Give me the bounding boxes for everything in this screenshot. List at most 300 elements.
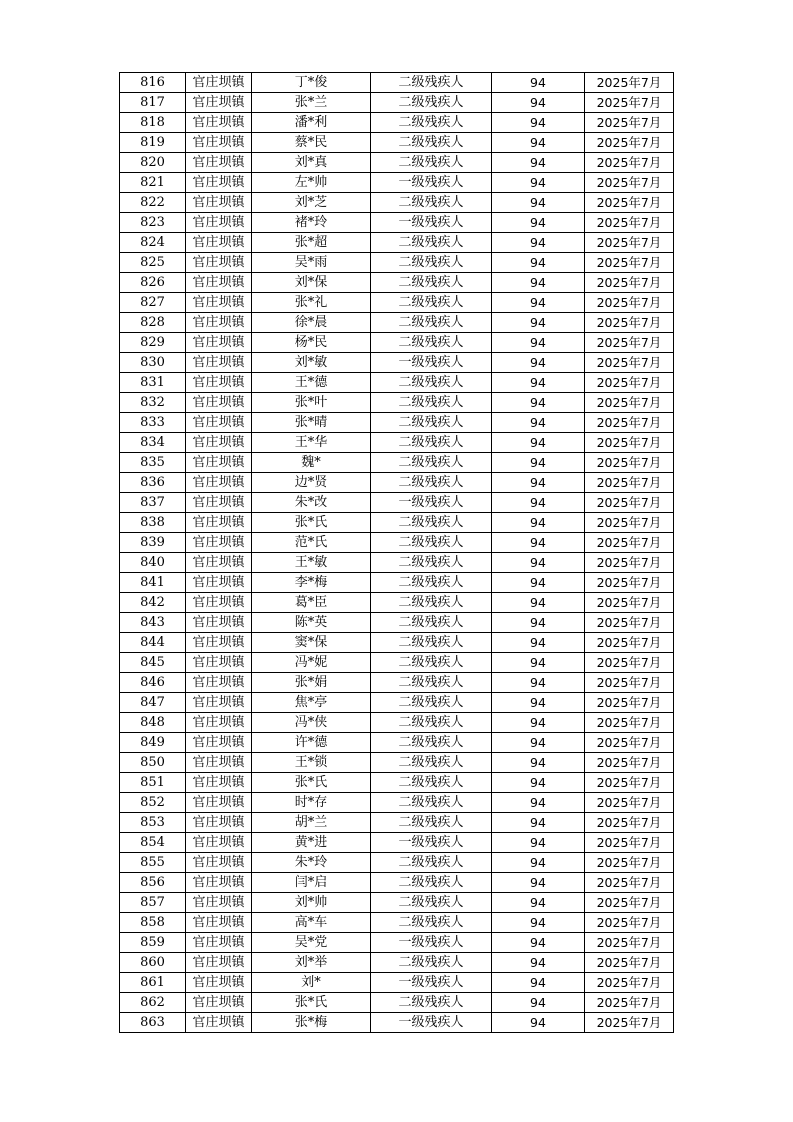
town-cell: 官庄坝镇	[186, 473, 252, 493]
month-cell: 2025年7月	[585, 893, 674, 913]
person-name-cell: 朱*改	[252, 493, 371, 513]
serial-number-cell: 847	[120, 693, 186, 713]
disability-level-cell: 二级残疾人	[371, 373, 492, 393]
town-cell: 官庄坝镇	[186, 993, 252, 1013]
amount-cell: 94	[492, 593, 585, 613]
disability-level-cell: 二级残疾人	[371, 93, 492, 113]
disability-level-cell: 一级残疾人	[371, 933, 492, 953]
table-row	[120, 413, 674, 433]
amount-cell: 94	[492, 153, 585, 173]
town-cell: 官庄坝镇	[186, 553, 252, 573]
table-row	[120, 773, 674, 793]
month-cell: 2025年7月	[585, 1013, 674, 1033]
amount-cell: 94	[492, 73, 585, 93]
serial-number-cell: 846	[120, 673, 186, 693]
amount-cell: 94	[492, 433, 585, 453]
month-cell: 2025年7月	[585, 353, 674, 373]
serial-number-cell: 832	[120, 393, 186, 413]
month-cell: 2025年7月	[585, 133, 674, 153]
serial-number-cell: 822	[120, 193, 186, 213]
amount-cell: 94	[492, 193, 585, 213]
person-name-cell: 冯*妮	[252, 653, 371, 673]
town-cell: 官庄坝镇	[186, 833, 252, 853]
disability-level-cell: 二级残疾人	[371, 433, 492, 453]
town-cell: 官庄坝镇	[186, 953, 252, 973]
table-row	[120, 953, 674, 973]
disability-level-cell: 二级残疾人	[371, 653, 492, 673]
subsidy-table	[119, 72, 674, 1033]
amount-cell: 94	[492, 93, 585, 113]
serial-number-cell: 830	[120, 353, 186, 373]
person-name-cell: 李*梅	[252, 573, 371, 593]
month-cell: 2025年7月	[585, 93, 674, 113]
town-cell: 官庄坝镇	[186, 673, 252, 693]
town-cell: 官庄坝镇	[186, 133, 252, 153]
amount-cell: 94	[492, 133, 585, 153]
month-cell: 2025年7月	[585, 613, 674, 633]
month-cell: 2025年7月	[585, 553, 674, 573]
month-cell: 2025年7月	[585, 293, 674, 313]
serial-number-cell: 852	[120, 793, 186, 813]
table-row	[120, 153, 674, 173]
disability-level-cell: 一级残疾人	[371, 213, 492, 233]
table-row	[120, 713, 674, 733]
amount-cell: 94	[492, 373, 585, 393]
amount-cell: 94	[492, 793, 585, 813]
town-cell: 官庄坝镇	[186, 613, 252, 633]
disability-level-cell: 二级残疾人	[371, 513, 492, 533]
town-cell: 官庄坝镇	[186, 793, 252, 813]
disability-level-cell: 二级残疾人	[371, 153, 492, 173]
table-row	[120, 1013, 674, 1033]
table-row	[120, 733, 674, 753]
person-name-cell: 冯*侠	[252, 713, 371, 733]
serial-number-cell: 863	[120, 1013, 186, 1033]
serial-number-cell: 854	[120, 833, 186, 853]
person-name-cell: 张*叶	[252, 393, 371, 413]
town-cell: 官庄坝镇	[186, 73, 252, 93]
disability-level-cell: 二级残疾人	[371, 253, 492, 273]
serial-number-cell: 858	[120, 913, 186, 933]
month-cell: 2025年7月	[585, 673, 674, 693]
disability-level-cell: 一级残疾人	[371, 173, 492, 193]
town-cell: 官庄坝镇	[186, 273, 252, 293]
amount-cell: 94	[492, 753, 585, 773]
table-row	[120, 913, 674, 933]
amount-cell: 94	[492, 553, 585, 573]
table-row	[120, 393, 674, 413]
serial-number-cell: 837	[120, 493, 186, 513]
month-cell: 2025年7月	[585, 373, 674, 393]
month-cell: 2025年7月	[585, 273, 674, 293]
person-name-cell: 张*娟	[252, 673, 371, 693]
person-name-cell: 潘*利	[252, 113, 371, 133]
amount-cell: 94	[492, 713, 585, 733]
amount-cell: 94	[492, 353, 585, 373]
month-cell: 2025年7月	[585, 953, 674, 973]
month-cell: 2025年7月	[585, 853, 674, 873]
table-row	[120, 73, 674, 93]
amount-cell: 94	[492, 493, 585, 513]
town-cell: 官庄坝镇	[186, 93, 252, 113]
person-name-cell: 闫*启	[252, 873, 371, 893]
table-row	[120, 513, 674, 533]
month-cell: 2025年7月	[585, 533, 674, 553]
person-name-cell: 褚*玲	[252, 213, 371, 233]
table-row	[120, 433, 674, 453]
month-cell: 2025年7月	[585, 413, 674, 433]
person-name-cell: 胡*兰	[252, 813, 371, 833]
disability-level-cell: 二级残疾人	[371, 473, 492, 493]
serial-number-cell: 860	[120, 953, 186, 973]
amount-cell: 94	[492, 213, 585, 233]
table-row	[120, 493, 674, 513]
table-row	[120, 593, 674, 613]
month-cell: 2025年7月	[585, 833, 674, 853]
table-row	[120, 373, 674, 393]
serial-number-cell: 823	[120, 213, 186, 233]
town-cell: 官庄坝镇	[186, 633, 252, 653]
serial-number-cell: 850	[120, 753, 186, 773]
person-name-cell: 吴*党	[252, 933, 371, 953]
amount-cell: 94	[492, 993, 585, 1013]
person-name-cell: 张*氏	[252, 513, 371, 533]
table-row	[120, 313, 674, 333]
town-cell: 官庄坝镇	[186, 213, 252, 233]
disability-level-cell: 二级残疾人	[371, 613, 492, 633]
person-name-cell: 刘*真	[252, 153, 371, 173]
amount-cell: 94	[492, 533, 585, 553]
serial-number-cell: 827	[120, 293, 186, 313]
month-cell: 2025年7月	[585, 933, 674, 953]
amount-cell: 94	[492, 813, 585, 833]
table-row	[120, 533, 674, 553]
disability-level-cell: 二级残疾人	[371, 273, 492, 293]
amount-cell: 94	[492, 573, 585, 593]
town-cell: 官庄坝镇	[186, 713, 252, 733]
disability-level-cell: 二级残疾人	[371, 733, 492, 753]
month-cell: 2025年7月	[585, 173, 674, 193]
serial-number-cell: 857	[120, 893, 186, 913]
serial-number-cell: 838	[120, 513, 186, 533]
serial-number-cell: 820	[120, 153, 186, 173]
disability-level-cell: 二级残疾人	[371, 673, 492, 693]
person-name-cell: 刘*帅	[252, 893, 371, 913]
person-name-cell: 张*氏	[252, 993, 371, 1013]
person-name-cell: 边*贤	[252, 473, 371, 493]
town-cell: 官庄坝镇	[186, 413, 252, 433]
disability-level-cell: 二级残疾人	[371, 133, 492, 153]
person-name-cell: 王*华	[252, 433, 371, 453]
person-name-cell: 刘*保	[252, 273, 371, 293]
serial-number-cell: 844	[120, 633, 186, 653]
person-name-cell: 蔡*民	[252, 133, 371, 153]
town-cell: 官庄坝镇	[186, 593, 252, 613]
amount-cell: 94	[492, 333, 585, 353]
town-cell: 官庄坝镇	[186, 233, 252, 253]
amount-cell: 94	[492, 873, 585, 893]
month-cell: 2025年7月	[585, 713, 674, 733]
serial-number-cell: 859	[120, 933, 186, 953]
town-cell: 官庄坝镇	[186, 733, 252, 753]
table-row	[120, 193, 674, 213]
disability-level-cell: 二级残疾人	[371, 873, 492, 893]
disability-level-cell: 二级残疾人	[371, 853, 492, 873]
town-cell: 官庄坝镇	[186, 753, 252, 773]
disability-level-cell: 一级残疾人	[371, 1013, 492, 1033]
disability-level-cell: 二级残疾人	[371, 593, 492, 613]
amount-cell: 94	[492, 913, 585, 933]
disability-level-cell: 二级残疾人	[371, 753, 492, 773]
amount-cell: 94	[492, 833, 585, 853]
amount-cell: 94	[492, 773, 585, 793]
disability-level-cell: 一级残疾人	[371, 973, 492, 993]
disability-level-cell: 二级残疾人	[371, 233, 492, 253]
month-cell: 2025年7月	[585, 773, 674, 793]
month-cell: 2025年7月	[585, 593, 674, 613]
town-cell: 官庄坝镇	[186, 973, 252, 993]
town-cell: 官庄坝镇	[186, 533, 252, 553]
month-cell: 2025年7月	[585, 753, 674, 773]
person-name-cell: 许*德	[252, 733, 371, 753]
person-name-cell: 刘*	[252, 973, 371, 993]
disability-level-cell: 二级残疾人	[371, 573, 492, 593]
serial-number-cell: 856	[120, 873, 186, 893]
table-row	[120, 613, 674, 633]
amount-cell: 94	[492, 253, 585, 273]
amount-cell: 94	[492, 853, 585, 873]
serial-number-cell: 824	[120, 233, 186, 253]
person-name-cell: 陈*英	[252, 613, 371, 633]
person-name-cell: 王*德	[252, 373, 371, 393]
month-cell: 2025年7月	[585, 73, 674, 93]
table-row	[120, 453, 674, 473]
town-cell: 官庄坝镇	[186, 913, 252, 933]
person-name-cell: 刘*芝	[252, 193, 371, 213]
person-name-cell: 张*礼	[252, 293, 371, 313]
amount-cell: 94	[492, 413, 585, 433]
disability-level-cell: 二级残疾人	[371, 413, 492, 433]
serial-number-cell: 862	[120, 993, 186, 1013]
month-cell: 2025年7月	[585, 113, 674, 133]
town-cell: 官庄坝镇	[186, 893, 252, 913]
amount-cell: 94	[492, 453, 585, 473]
table-row	[120, 873, 674, 893]
disability-level-cell: 二级残疾人	[371, 993, 492, 1013]
disability-level-cell: 二级残疾人	[371, 713, 492, 733]
month-cell: 2025年7月	[585, 573, 674, 593]
amount-cell: 94	[492, 933, 585, 953]
month-cell: 2025年7月	[585, 653, 674, 673]
amount-cell: 94	[492, 733, 585, 753]
disability-level-cell: 二级残疾人	[371, 913, 492, 933]
disability-level-cell: 二级残疾人	[371, 773, 492, 793]
amount-cell: 94	[492, 233, 585, 253]
table-row	[120, 693, 674, 713]
town-cell: 官庄坝镇	[186, 193, 252, 213]
month-cell: 2025年7月	[585, 633, 674, 653]
disability-level-cell: 二级残疾人	[371, 293, 492, 313]
serial-number-cell: 848	[120, 713, 186, 733]
month-cell: 2025年7月	[585, 793, 674, 813]
disability-level-cell: 一级残疾人	[371, 493, 492, 513]
amount-cell: 94	[492, 513, 585, 533]
table-row	[120, 973, 674, 993]
town-cell: 官庄坝镇	[186, 813, 252, 833]
disability-level-cell: 一级残疾人	[371, 353, 492, 373]
month-cell: 2025年7月	[585, 313, 674, 333]
disability-level-cell: 二级残疾人	[371, 533, 492, 553]
person-name-cell: 王*敏	[252, 553, 371, 573]
person-name-cell: 时*存	[252, 793, 371, 813]
table-row	[120, 813, 674, 833]
amount-cell: 94	[492, 313, 585, 333]
table-row	[120, 633, 674, 653]
person-name-cell: 张*超	[252, 233, 371, 253]
serial-number-cell: 834	[120, 433, 186, 453]
person-name-cell: 吴*雨	[252, 253, 371, 273]
disability-level-cell: 二级残疾人	[371, 693, 492, 713]
person-name-cell: 张*梅	[252, 1013, 371, 1033]
serial-number-cell: 836	[120, 473, 186, 493]
disability-level-cell: 二级残疾人	[371, 333, 492, 353]
amount-cell: 94	[492, 693, 585, 713]
person-name-cell: 左*帅	[252, 173, 371, 193]
serial-number-cell: 835	[120, 453, 186, 473]
serial-number-cell: 817	[120, 93, 186, 113]
amount-cell: 94	[492, 613, 585, 633]
serial-number-cell: 843	[120, 613, 186, 633]
table-row	[120, 213, 674, 233]
disability-level-cell: 二级残疾人	[371, 633, 492, 653]
table-row	[120, 333, 674, 353]
serial-number-cell: 818	[120, 113, 186, 133]
month-cell: 2025年7月	[585, 513, 674, 533]
town-cell: 官庄坝镇	[186, 373, 252, 393]
person-name-cell: 高*车	[252, 913, 371, 933]
serial-number-cell: 855	[120, 853, 186, 873]
amount-cell: 94	[492, 173, 585, 193]
month-cell: 2025年7月	[585, 973, 674, 993]
amount-cell: 94	[492, 893, 585, 913]
table-row	[120, 853, 674, 873]
town-cell: 官庄坝镇	[186, 173, 252, 193]
disability-level-cell: 二级残疾人	[371, 393, 492, 413]
person-name-cell: 刘*敏	[252, 353, 371, 373]
town-cell: 官庄坝镇	[186, 433, 252, 453]
town-cell: 官庄坝镇	[186, 653, 252, 673]
town-cell: 官庄坝镇	[186, 853, 252, 873]
serial-number-cell: 826	[120, 273, 186, 293]
month-cell: 2025年7月	[585, 213, 674, 233]
serial-number-cell: 853	[120, 813, 186, 833]
town-cell: 官庄坝镇	[186, 293, 252, 313]
amount-cell: 94	[492, 973, 585, 993]
month-cell: 2025年7月	[585, 453, 674, 473]
person-name-cell: 朱*玲	[252, 853, 371, 873]
disability-level-cell: 二级残疾人	[371, 813, 492, 833]
table-row	[120, 753, 674, 773]
table-row	[120, 653, 674, 673]
amount-cell: 94	[492, 113, 585, 133]
town-cell: 官庄坝镇	[186, 393, 252, 413]
town-cell: 官庄坝镇	[186, 333, 252, 353]
month-cell: 2025年7月	[585, 233, 674, 253]
serial-number-cell: 833	[120, 413, 186, 433]
disability-level-cell: 二级残疾人	[371, 953, 492, 973]
table-row	[120, 293, 674, 313]
month-cell: 2025年7月	[585, 733, 674, 753]
town-cell: 官庄坝镇	[186, 773, 252, 793]
town-cell: 官庄坝镇	[186, 353, 252, 373]
person-name-cell: 杨*民	[252, 333, 371, 353]
disability-level-cell: 二级残疾人	[371, 193, 492, 213]
table-row	[120, 273, 674, 293]
table-row	[120, 353, 674, 373]
month-cell: 2025年7月	[585, 393, 674, 413]
amount-cell: 94	[492, 273, 585, 293]
town-cell: 官庄坝镇	[186, 513, 252, 533]
table-row	[120, 473, 674, 493]
month-cell: 2025年7月	[585, 873, 674, 893]
person-name-cell: 张*晴	[252, 413, 371, 433]
table-row	[120, 833, 674, 853]
month-cell: 2025年7月	[585, 693, 674, 713]
serial-number-cell: 861	[120, 973, 186, 993]
disability-level-cell: 一级残疾人	[371, 833, 492, 853]
serial-number-cell: 821	[120, 173, 186, 193]
town-cell: 官庄坝镇	[186, 573, 252, 593]
table-row	[120, 93, 674, 113]
serial-number-cell: 845	[120, 653, 186, 673]
table-row	[120, 253, 674, 273]
table-row	[120, 113, 674, 133]
serial-number-cell: 842	[120, 593, 186, 613]
table-row	[120, 993, 674, 1013]
town-cell: 官庄坝镇	[186, 153, 252, 173]
table-row	[120, 233, 674, 253]
table-row	[120, 173, 674, 193]
month-cell: 2025年7月	[585, 473, 674, 493]
table-row	[120, 893, 674, 913]
amount-cell: 94	[492, 633, 585, 653]
amount-cell: 94	[492, 653, 585, 673]
month-cell: 2025年7月	[585, 493, 674, 513]
serial-number-cell: 849	[120, 733, 186, 753]
person-name-cell: 徐*晨	[252, 313, 371, 333]
month-cell: 2025年7月	[585, 433, 674, 453]
town-cell: 官庄坝镇	[186, 113, 252, 133]
serial-number-cell: 841	[120, 573, 186, 593]
person-name-cell: 黄*进	[252, 833, 371, 853]
table-row	[120, 573, 674, 593]
person-name-cell: 窦*保	[252, 633, 371, 653]
person-name-cell: 刘*举	[252, 953, 371, 973]
serial-number-cell: 816	[120, 73, 186, 93]
person-name-cell: 范*氏	[252, 533, 371, 553]
table-row	[120, 793, 674, 813]
serial-number-cell: 829	[120, 333, 186, 353]
town-cell: 官庄坝镇	[186, 493, 252, 513]
month-cell: 2025年7月	[585, 193, 674, 213]
serial-number-cell: 840	[120, 553, 186, 573]
table-row	[120, 933, 674, 953]
amount-cell: 94	[492, 293, 585, 313]
table-body	[120, 73, 674, 1033]
disability-level-cell: 二级残疾人	[371, 893, 492, 913]
month-cell: 2025年7月	[585, 153, 674, 173]
disability-level-cell: 二级残疾人	[371, 793, 492, 813]
